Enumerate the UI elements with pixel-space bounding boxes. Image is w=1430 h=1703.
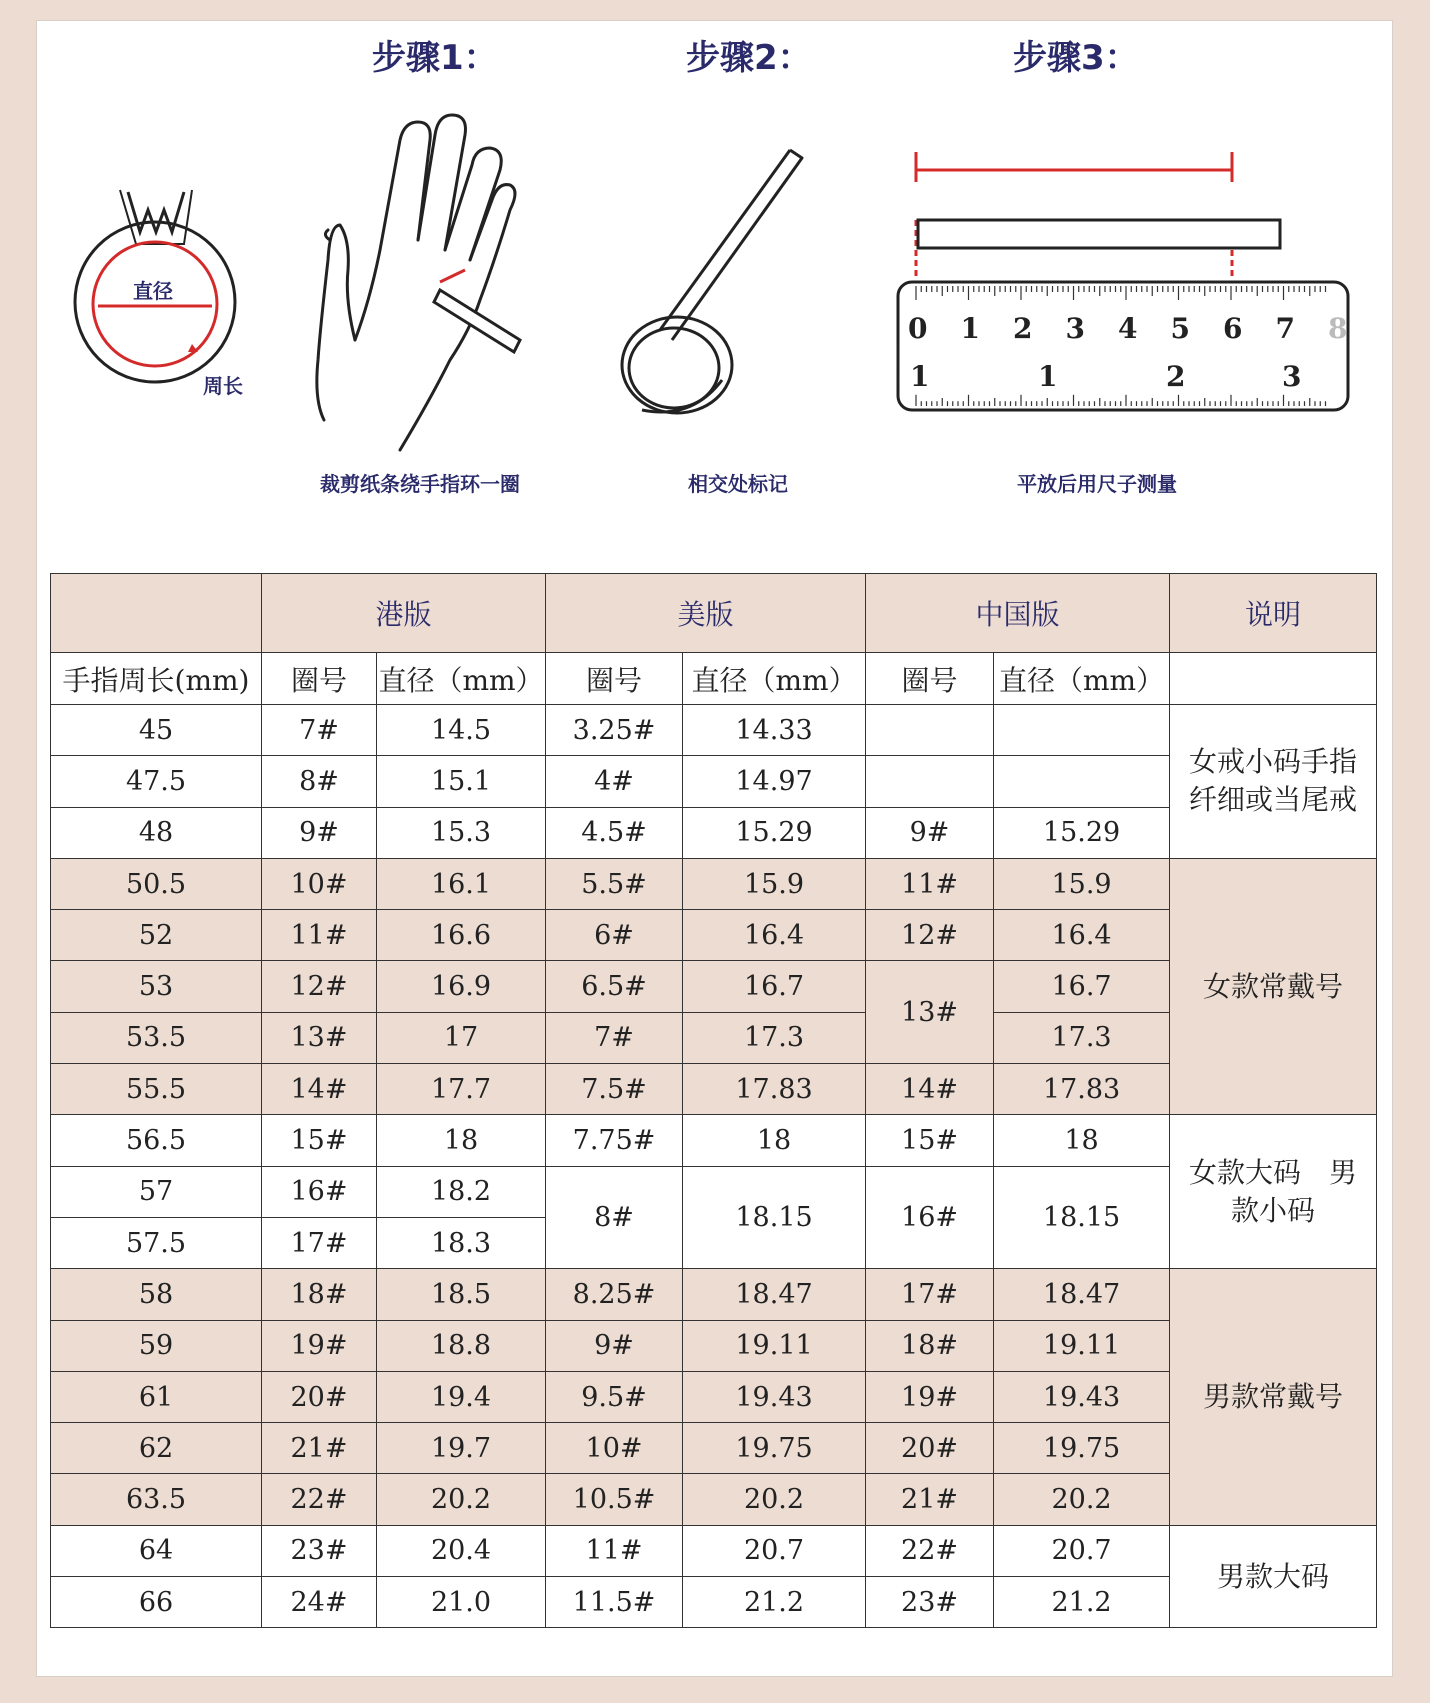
- ruler-top-number: 0: [908, 312, 928, 345]
- us-dia-cell: 17.3: [683, 1012, 866, 1063]
- us-size-cell: 8.25#: [546, 1269, 683, 1320]
- cn-dia-cell: 19.43: [994, 1371, 1170, 1422]
- table-row: [51, 1269, 1377, 1320]
- cn-size-cell: 19#: [866, 1371, 994, 1422]
- us-size-cell: 7.5#: [546, 1064, 683, 1115]
- hk-size-cell: 20#: [262, 1371, 377, 1422]
- cn-dia-cell: 18.15: [994, 1166, 1170, 1269]
- hk-size-cell: 23#: [262, 1525, 377, 1576]
- us-dia-cell: 18: [683, 1115, 866, 1166]
- us-dia-cell: 16.7: [683, 961, 866, 1012]
- us-size-cell: 7.75#: [546, 1115, 683, 1166]
- ruler-bottom-number: 1: [1038, 360, 1058, 393]
- cn-size-cell: 15#: [866, 1115, 994, 1166]
- ruler-top-number: 8: [1328, 312, 1348, 345]
- hk-dia-cell: 19.4: [377, 1371, 546, 1422]
- us-size-cell: 9.5#: [546, 1371, 683, 1422]
- hk-size-cell: 9#: [262, 807, 377, 858]
- cn-size-cell: 22#: [866, 1525, 994, 1576]
- ruler-body: [898, 282, 1348, 410]
- hk-size-cell: 11#: [262, 910, 377, 961]
- finger-cell: 50.5: [51, 858, 262, 909]
- hk-dia-cell: 20.4: [377, 1525, 546, 1576]
- cn-dia-cell: 20.2: [994, 1474, 1170, 1525]
- cn-size-cell: 14#: [866, 1064, 994, 1115]
- finger-cell: 62: [51, 1423, 262, 1474]
- cn-dia-cell: 20.7: [994, 1525, 1170, 1576]
- us-dia-cell: 15.9: [683, 858, 866, 909]
- cn-dia-cell: 19.75: [994, 1423, 1170, 1474]
- hk-dia-cell: 21.0: [377, 1577, 546, 1628]
- us-size-cell: 5.5#: [546, 858, 683, 909]
- us-size-cell: 11#: [546, 1525, 683, 1576]
- us-size-cell: 9#: [546, 1320, 683, 1371]
- hk-dia-cell: 17: [377, 1012, 546, 1063]
- note-subheader-blank: [1170, 653, 1377, 705]
- cn-size-header: 圈号: [866, 653, 994, 705]
- hk-dia-cell: 18.3: [377, 1217, 546, 1268]
- measure-bracket: [916, 152, 1232, 280]
- cn-dia-cell: 18: [994, 1115, 1170, 1166]
- cn-dia-cell: 18.47: [994, 1269, 1170, 1320]
- cn-header: 中国版: [866, 574, 1170, 653]
- us-dia-cell: 19.11: [683, 1320, 866, 1371]
- ring-crown-icon: [120, 190, 192, 244]
- hk-size-cell: 14#: [262, 1064, 377, 1115]
- hk-dia-cell: 15.3: [377, 807, 546, 858]
- us-dia-cell: 19.75: [683, 1423, 866, 1474]
- hk-size-cell: 16#: [262, 1166, 377, 1217]
- cn-size-cell: [866, 756, 994, 807]
- hk-dia-cell: 19.7: [377, 1423, 546, 1474]
- finger-cell: 64: [51, 1525, 262, 1576]
- step1-title: 步骤1：: [372, 38, 498, 78]
- step3-title: 步骤3：: [1013, 38, 1139, 78]
- ruler-top-number: 3: [1065, 312, 1085, 345]
- cn-dia-cell: 15.9: [994, 858, 1170, 909]
- hk-dia-cell: 18: [377, 1115, 546, 1166]
- finger-cell: 57.5: [51, 1217, 262, 1268]
- us-size-cell: 6#: [546, 910, 683, 961]
- ruler-bottom-number: 1: [910, 360, 930, 393]
- hk-dia-cell: 16.6: [377, 910, 546, 961]
- hk-size-cell: 12#: [262, 961, 377, 1012]
- sub-header-row: [51, 653, 1377, 705]
- hk-size-cell: 19#: [262, 1320, 377, 1371]
- hk-size-cell: 13#: [262, 1012, 377, 1063]
- us-size-cell: 6.5#: [546, 961, 683, 1012]
- cn-size-cell: 16#: [866, 1166, 994, 1269]
- cn-size-cell: 12#: [866, 910, 994, 961]
- hk-size-header: 圈号: [262, 653, 377, 705]
- us-dia-cell: 17.83: [683, 1064, 866, 1115]
- cn-size-cell: 20#: [866, 1423, 994, 1474]
- hk-dia-cell: 18.8: [377, 1320, 546, 1371]
- finger-cell: 56.5: [51, 1115, 262, 1166]
- table-row: [51, 858, 1377, 909]
- step3-caption: 平放后用尺子测量: [1017, 472, 1177, 496]
- finger-cell: 47.5: [51, 756, 262, 807]
- ring-inner-circle: [93, 242, 217, 366]
- hk-dia-cell: 14.5: [377, 705, 546, 756]
- ruler-top-number: 2: [1013, 312, 1033, 345]
- step1-caption: 裁剪纸条绕手指环一圈: [320, 472, 520, 496]
- us-dia-header: 直径（mm）: [683, 653, 866, 705]
- cn-dia-cell: 21.2: [994, 1577, 1170, 1628]
- us-dia-cell: 15.29: [683, 807, 866, 858]
- group-header-row: [51, 574, 1377, 653]
- cn-dia-cell: 15.29: [994, 807, 1170, 858]
- us-size-cell: 3.25#: [546, 705, 683, 756]
- finger-cell: 63.5: [51, 1474, 262, 1525]
- ruler-bottom-number: 3: [1282, 360, 1302, 393]
- table-row: [51, 1525, 1377, 1576]
- us-dia-cell: 20.2: [683, 1474, 866, 1525]
- cn-size-cell: 13#: [866, 961, 994, 1064]
- us-size-cell: 4#: [546, 756, 683, 807]
- us-size-cell: 8#: [546, 1166, 683, 1269]
- cn-size-cell: 21#: [866, 1474, 994, 1525]
- ruler-top-number: 1: [960, 312, 980, 345]
- cn-dia-cell: 16.7: [994, 961, 1170, 1012]
- us-dia-cell: 19.43: [683, 1371, 866, 1422]
- finger-header: 手指周长(mm): [51, 653, 262, 705]
- finger-cell: 48: [51, 807, 262, 858]
- hk-size-cell: 18#: [262, 1269, 377, 1320]
- cn-dia-header: 直径（mm）: [994, 653, 1170, 705]
- finger-cell: 53.5: [51, 1012, 262, 1063]
- finger-cell: 59: [51, 1320, 262, 1371]
- finger-cell: 45: [51, 705, 262, 756]
- cn-dia-cell: 17.83: [994, 1064, 1170, 1115]
- hk-size-cell: 15#: [262, 1115, 377, 1166]
- cn-size-cell: 23#: [866, 1577, 994, 1628]
- cn-dia-cell: 16.4: [994, 910, 1170, 961]
- finger-cell: 53: [51, 961, 262, 1012]
- cn-dia-cell: [994, 705, 1170, 756]
- hk-size-cell: 7#: [262, 705, 377, 756]
- us-dia-cell: 16.4: [683, 910, 866, 961]
- circumference-label: 周长: [203, 374, 243, 398]
- finger-cell: 57: [51, 1166, 262, 1217]
- diameter-label: 直径: [133, 279, 173, 303]
- paper-loop-illustration: [612, 140, 812, 430]
- hk-size-cell: 10#: [262, 858, 377, 909]
- cn-dia-cell: 17.3: [994, 1012, 1170, 1063]
- ruler-bottom-number: 2: [1166, 360, 1186, 393]
- hk-dia-cell: 16.9: [377, 961, 546, 1012]
- finger-cell: 55.5: [51, 1064, 262, 1115]
- hk-dia-header: 直径（mm）: [377, 653, 546, 705]
- ruler-illustration: [880, 140, 1350, 430]
- circumference-arrow-icon: [188, 344, 198, 352]
- us-dia-cell: 14.33: [683, 705, 866, 756]
- note-men-large: 男款大码: [1170, 1525, 1377, 1628]
- hk-dia-cell: 18.2: [377, 1166, 546, 1217]
- us-header: 美版: [546, 574, 866, 653]
- ruler-top-number: 6: [1223, 312, 1243, 345]
- us-size-cell: 10#: [546, 1423, 683, 1474]
- finger-cell: 52: [51, 910, 262, 961]
- us-dia-cell: 20.7: [683, 1525, 866, 1576]
- ring-size-table: [50, 573, 1377, 1628]
- us-size-cell: 7#: [546, 1012, 683, 1063]
- hk-size-cell: 24#: [262, 1577, 377, 1628]
- hk-dia-cell: 18.5: [377, 1269, 546, 1320]
- step2-title: 步骤2：: [686, 38, 812, 78]
- table-row: [51, 1115, 1377, 1166]
- hk-size-cell: 8#: [262, 756, 377, 807]
- cn-dia-cell: [994, 756, 1170, 807]
- cn-size-cell: [866, 705, 994, 756]
- us-dia-cell: 18.15: [683, 1166, 866, 1269]
- note-small-size: 女戒小码手指纤细或当尾戒: [1170, 705, 1377, 859]
- finger-cell: 58: [51, 1269, 262, 1320]
- note-men-regular: 男款常戴号: [1170, 1269, 1377, 1525]
- us-size-cell: 4.5#: [546, 807, 683, 858]
- hk-size-cell: 21#: [262, 1423, 377, 1474]
- note-header: 说明: [1170, 574, 1377, 653]
- ruler-top-number: 5: [1170, 312, 1190, 345]
- finger-cell: 61: [51, 1371, 262, 1422]
- step2-caption: 相交处标记: [688, 472, 788, 496]
- hk-dia-cell: 17.7: [377, 1064, 546, 1115]
- ruler-top-number: 7: [1275, 312, 1295, 345]
- table-row: [51, 705, 1377, 756]
- finger-cell: 66: [51, 1577, 262, 1628]
- hk-dia-cell: 20.2: [377, 1474, 546, 1525]
- paper-strip-on-finger: [434, 290, 520, 352]
- hk-dia-cell: 16.1: [377, 858, 546, 909]
- cn-size-cell: 9#: [866, 807, 994, 858]
- us-size-header: 圈号: [546, 653, 683, 705]
- us-size-cell: 10.5#: [546, 1474, 683, 1525]
- cn-dia-cell: 19.11: [994, 1320, 1170, 1371]
- note-women-regular: 女款常戴号: [1170, 858, 1377, 1114]
- hk-header: 港版: [262, 574, 546, 653]
- us-dia-cell: 14.97: [683, 756, 866, 807]
- cn-size-cell: 18#: [866, 1320, 994, 1371]
- cn-size-cell: 17#: [866, 1269, 994, 1320]
- ruler-top-number: 4: [1118, 312, 1138, 345]
- hk-dia-cell: 15.1: [377, 756, 546, 807]
- paper-strip: [918, 220, 1280, 248]
- us-dia-cell: 18.47: [683, 1269, 866, 1320]
- hk-size-cell: 17#: [262, 1217, 377, 1268]
- blank-header: [51, 574, 262, 653]
- hand-with-paper-strip-illustration: [300, 100, 560, 460]
- note-women-large-men-small: 女款大码 男款小码: [1170, 1115, 1377, 1269]
- hk-size-cell: 22#: [262, 1474, 377, 1525]
- cn-size-cell: 11#: [866, 858, 994, 909]
- us-size-cell: 11.5#: [546, 1577, 683, 1628]
- us-dia-cell: 21.2: [683, 1577, 866, 1628]
